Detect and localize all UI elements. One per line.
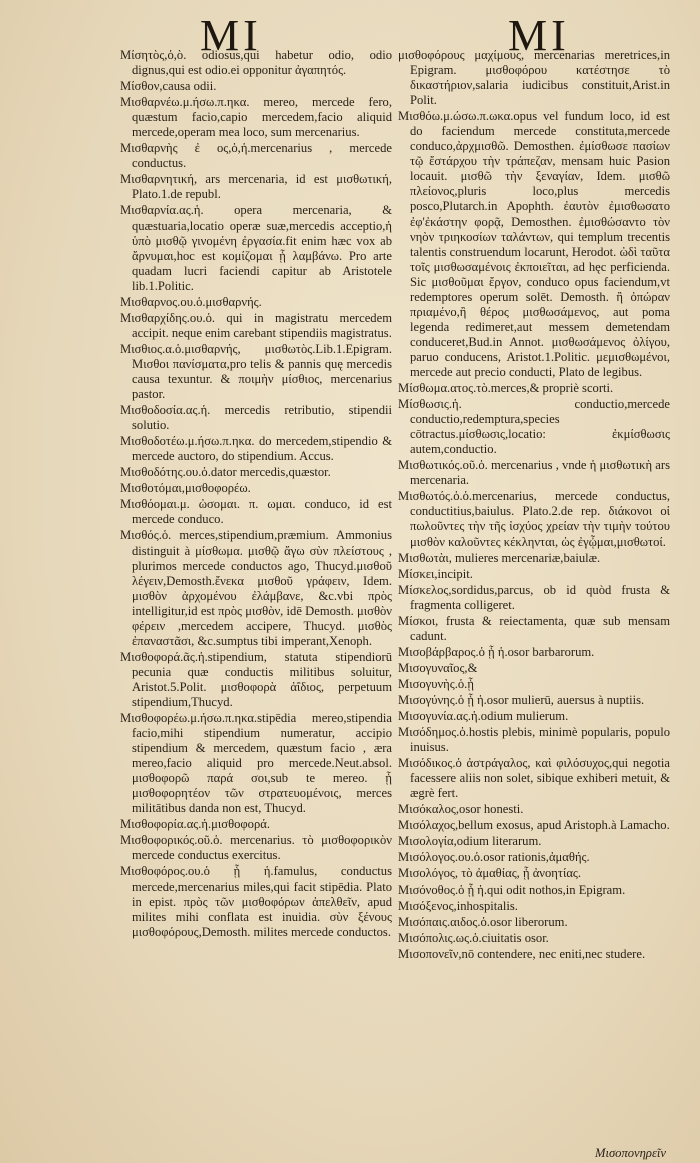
dictionary-entry: Μισθόω.μ.ώσω.π.ωκα.opus vel fundum loco, id est do faciendum mercede constituta,mercede conduco,ἀρχμισθῶ. Demosthen. ἐμίσθωσε πασίων τῷ ἔστάρχου τὴν τράπεζαν, mensam huic Pasion locauit. μισθῶ τὴν ξεναγίαν, Idem. μισθῶ πλείονος,pluris loco,plus mercedis posco,Plutarch.in Apophth. ἐαυτὸν ἐμισθωσατο ἐφ'ἐκάστην φορᾷ, Demosthen. ἐμισθώσαντο τὸν νηὸν τριηκοσίων ταλάντων, qui templum trecentis talentis construendum locarunt, Herodot. ὠδὶ ταῦτα τοῖς μισθωσαμένοις ἐκποιεῖται, ad hęc perficienda. Sic μισθοῦμαι ἔργον, conduco opus faciendum,vt redemptores operum solēt. Demosth. ἢ ὀπώραν πριαμένο,ἢ θέρος μισθωσάμενος, aut poma legenda redimeret,aut messem demetendam conduceret,Bud.in Annot. μισθωσάμενος ὀλίγου, paruo conducens, Aristot.1.Politic. μεμισθωμένοι, mercede aut precio conducti, Plato de legibus.: [398, 109, 670, 379]
dictionary-entry: Μισογυναῖος,&: [398, 660, 478, 675]
dictionary-entry: Μίσκει,incipit.: [398, 566, 473, 581]
dictionary-entry: Μισολογία,odium literarum.: [398, 834, 542, 849]
dictionary-entry: Μισθοδότης.ου.ὁ.dator mercedis,quæstor.: [120, 465, 331, 480]
dictionary-entry: μισθοφόρους μαχίμους, mercenarias meretrices,in Epigram. μισθοφόρου κατέστησε τὸ δικαστήριον,salaria iudicibus constituit,Arist.in Polit.: [398, 48, 670, 108]
dictionary-entry: Μισθοδοτέω.μ.ήσω.π.ηκα. do mercedem,stipendio & mercede auctoro, do stipendium. Accus.: [120, 434, 392, 464]
right-running-head: MI: [508, 11, 570, 60]
dictionary-entry: Μισθαρνος.ου.ὁ.μισθαρνής.: [120, 294, 262, 309]
dictionary-entry: Μισθοτόμαι,μισθοφορέω.: [120, 481, 251, 496]
dictionary-entry: Μισθαρχίδης.ου.ὁ. qui in magistratu mercedem accipit. neque enim carebant stipendiis magistratus.: [120, 310, 392, 340]
dictionary-entry: Μίσητὸς,ὁ,ὸ. odiosus,qui habetur odio, odio dignus,qui est odio.ei opponitur ἀγαπητός.: [120, 48, 392, 78]
dictionary-entry: Μισογυνὴς.ὁ.ᾗ: [398, 676, 474, 691]
dictionary-entry: Μισοβάρβαρος.ὁ ᾗ ἡ.osor barbarorum.: [398, 644, 595, 659]
dictionary-entry: Μισθιος.α.ὁ.μισθαρνής, μισθωτὸς.Lib.1.Epigram. Μισθοι πανίσματα,pro telis & pannis quę mercedis causa texuntur. & ποιμὴν μίσθιος, mercenarius pastor.: [120, 341, 392, 402]
right-column: [398, 48, 670, 963]
dictionary-entry: Μισογύνης.ὁ ᾗ ἡ.osor mulierū, auersus à nuptiis.: [398, 692, 645, 707]
dictionary-entry: Μισθοφορικός.οῦ.ὁ. mercenarius. τὸ μισθοφορικὸν mercede conductus exercitus.: [120, 833, 392, 863]
dictionary-entry: Μισθωτός.ὁ.ὁ.mercenarius, mercede conductus, conductitius,baiulus. Plato.2.de rep. διάκονοι οἱ πωλοῦντες τὴν τῆς ἰσχύος χρείαν τὴν τιμὴν τούτου μισθὸν καλοῦντες κέκληνται, ὡς ἐγᾦμαι,μισθωτοί.: [398, 489, 670, 549]
dictionary-entry: Μισθοφορία.ας.ἡ.μισθοφορά.: [120, 817, 271, 832]
catchword: Μισοπονηρεῖν: [594, 1146, 666, 1160]
dictionary-entry: Μισόξενος,inhospitalis.: [398, 898, 518, 913]
dictionary-entry: Μίσθωμα.ατος.τὸ.merces,& propriè scorti.: [398, 381, 614, 396]
dictionary-entry: Μισθωτικός.οῦ.ὁ. mercenarius , vnde ἡ μισθωτικὴ ars mercenaria.: [398, 458, 670, 488]
dictionary-entry: Μισθαρνὴς ἐ ος,ὁ,ἡ.mercenarius , mercede conductus.: [120, 141, 392, 171]
dictionary-entry: Μισόδικος.ὁ ἀστράγαλος, καὶ φιλόσυχος,qui negotia facessere aliis non solet, sibique exhiberi metuit, & ægrè fert.: [398, 756, 670, 801]
left-running-head: MI: [200, 11, 262, 60]
dictionary-entry: Μισόπαις.αιδος.ὁ.osor liberorum.: [398, 914, 568, 929]
dictionary-entry: Μισθόομαι.μ. ὠσομαι. π. ωμαι. conduco, id est mercede conduco.: [120, 497, 392, 527]
dictionary-entry: Μισόλαχος,bellum exosus, apud Aristoph.à Lamacho.: [398, 818, 670, 833]
dictionary-entry: Μίσθον,causa odii.: [120, 79, 217, 94]
dictionary-entry: Μισόπολις.ως.ὁ.ciuitatis osor.: [398, 930, 549, 945]
dictionary-entry: Μισθοφορέω.μ.ήσω.π.ηκα.stipēdia mereo,stipendia facio,mihi stipendium numeratur, accipio stipendium & mercedem, quæstum facio , æra mereo,facio aliquid pro mercede.Neut.absol. μισθοφορῶ παρά σοι,sub te mereo. ᾗ μισθοφορητέον τῶν στρατευομένοις, merces militātibus danda non est, Thucyd.: [120, 711, 392, 816]
dictionary-entry: Μίσθωσις.ἡ. conductio,mercede conductio,redemptura,species cōtractus.μίσθωσις,locatio: ἐκμίσθωσις autem,conductio.: [398, 397, 670, 457]
dictionary-entry: Μισόνοθος.ὁ ᾗ ἡ.qui odit nothos,in Epigram.: [398, 882, 626, 897]
dictionary-entry: Μισθοφόρος.ου.ὁ ᾗ ἡ.famulus, conductus mercede,mercenarius miles,qui facit stipēdia. Plato in epist. πρὸς τῶν μισθοφόρων ἀπελθεῖν, apud milites mihi conflata est inuidia. σὺν ξένους μισθοφόρους,Demosth. milites mercede conductos.: [120, 864, 392, 939]
dictionary-entry: Μισθοδοσία.ας.ἡ. mercedis retributio, stipendii solutio.: [120, 403, 392, 433]
dictionary-entry: Μισόλογος.ου.ὁ.osor rationis,ἀμαθής.: [398, 850, 590, 865]
dictionary-entry: Μίσκοι, frusta & reiectamenta, quæ sub mensam cadunt.: [398, 613, 670, 643]
dictionary-entry: Μισθός.ὁ. merces,stipendium,præmium. Ammonius distinguit à μίσθωμα. μισθῷ ἄγω σὺν πλείστους , plurimos mercede conductos ago, Thucyd.μισθοῦ λέγειν,Demosth.ἔνεκα μισθοῦ γράφειν, Idem. μισθὸν ἀρχομένου ἐλάμβανε, &c.vbi πρὸς intelligitur,id est πρὸς μισθὸν, idē Demosth. μισθὸν φέρειν ,mercedem accipere, Thucyd. μισθὸς ἐπαναστᾶσι, &c.sumptus tibi imperant,Xenoph.: [120, 528, 392, 648]
dictionary-entry: Μίσκελος,sordidus,parcus, ob id quòd frusta & fragmenta colligeret.: [398, 582, 670, 612]
dictionary-entry: Μισθαρνητική, ars mercenaria, id est μισθωτική, Plato.1.de republ.: [120, 172, 392, 202]
dictionary-entry: Μισθωτὰι, mulieres mercenariæ,baiulæ.: [398, 550, 601, 565]
dictionary-entry: Μισοπονεῖν,nō contendere, nec eniti,nec studere.: [398, 946, 646, 961]
left-column: [120, 48, 392, 941]
dictionary-entry: Μισόδημος.ὁ.hostis plebis, minimè popularis, populo inuisus.: [398, 725, 670, 755]
dictionary-entry: Μισογυνία.ας.ἡ.odium mulierum.: [398, 709, 569, 724]
dictionary-entry: Μισθαρνία.ας.ἡ. opera mercenaria, & quæstuaria,locatio operæ suæ,mercedis acceptio,ἡ ὑπὸ μισθῷ γινομένη ἐργασία.fit enim hæc vox ab ἄρνυμαι,hoc est κομίζομαι ᾗ λαμβάνω. Pro arte quadam lucri faciendi capitur ab Aristotele lib.1.Politic.: [120, 203, 392, 293]
dictionary-entry: Μισθαρνέω.μ.ήσω.π.ηκα. mereo, mercede fero, quæstum facio,capio mercedem,facio aliquid mercede,operam mea loco, sum mercenarius.: [120, 95, 392, 140]
dictionary-entry: Μισολόγος, τὸ ἀμαθίας, ᾗ ἀνοητίας.: [398, 866, 582, 881]
dictionary-entry: Μισόκαλος,osor honesti.: [398, 802, 524, 817]
dictionary-entry: Μισθοφορά.ᾶς.ἡ.stipendium, statuta stipendiorū pecunia quæ conductis militibus soluitur, Aristot.5.Polit. μισθοφορὰ ἀΐδιος, perpetuum stipendium,Thucyd.: [120, 649, 392, 709]
